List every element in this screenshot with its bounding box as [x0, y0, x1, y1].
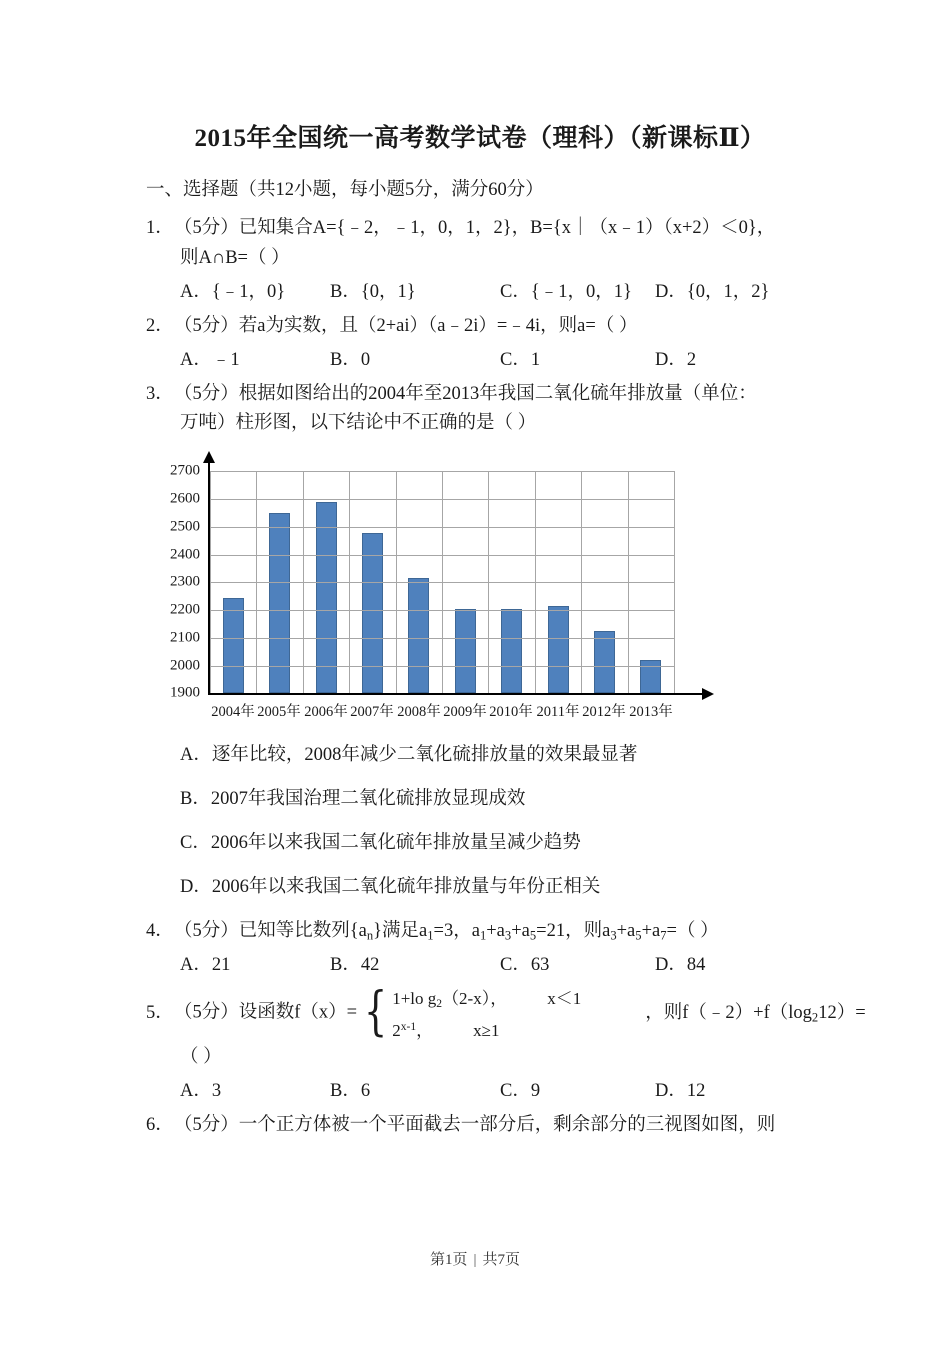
question-4-stem-line1: [146, 917, 850, 947]
chart-gridline-vertical: [256, 471, 257, 693]
page-footer: [0, 1248, 950, 1269]
question-2-score: （5分）: [174, 315, 239, 336]
chart-x-tick-label: 2008年: [397, 704, 441, 721]
chart-x-tick-label: 2009年: [443, 704, 487, 721]
question-1-stem-line2: 则A∩B=（ ）: [180, 247, 290, 268]
left-brace-icon: {: [364, 982, 388, 1043]
question-3-number: 3．: [146, 383, 174, 404]
question-3-option-b[interactable]: B．2007年我国治理二氧化硫排放显现成效: [180, 789, 526, 810]
question-6-stem-line1: [146, 1111, 850, 1141]
chart-plot-area: [210, 471, 674, 693]
chart-x-tick-label: 2011年: [536, 704, 580, 721]
question-3-stem-line1: [146, 380, 850, 410]
question-1-option-a[interactable]: A．{﹣1，0}: [180, 281, 286, 302]
question-3-option-d[interactable]: D．2006年以来我国二氧化硫年排放量与年份正相关: [180, 877, 601, 898]
question-2-number: 2．: [146, 315, 174, 336]
chart-x-tick-label: 2012年: [582, 704, 626, 721]
question-4: [146, 917, 850, 947]
question-4-option-d[interactable]: D．84: [655, 955, 706, 976]
piecewise-expr-2: 2$^{x-1}$，: [392, 1020, 434, 1041]
chart-x-tick-label: 2006年: [304, 704, 348, 721]
chart-gridline-vertical: [581, 471, 582, 693]
sulfur-dioxide-bar-chart-figure: [146, 457, 850, 729]
chart-x-tick-label: 2013年: [629, 704, 673, 721]
chart-y-tick-label: 2500: [170, 518, 200, 535]
question-3-options: [146, 741, 850, 903]
question-3-option-a[interactable]: A．逐年比较，2008年减少二氧化硫排放量的效果最显著: [180, 745, 638, 766]
chart-y-tick-label: 1900: [170, 684, 200, 701]
question-4-option-a[interactable]: A．21: [180, 955, 231, 976]
bar-chart: [160, 457, 720, 729]
question-2-options: [146, 346, 850, 376]
chart-gridline-vertical: [396, 471, 397, 693]
chart-y-tick-label: 2700: [170, 462, 200, 479]
question-4-options: [146, 951, 850, 981]
question-1-stem-line1: [146, 214, 850, 244]
question-6-number: 6．: [146, 1115, 174, 1136]
chart-plot-top-border: [210, 471, 674, 472]
question-5-stem-lead: 设函数f（x）=: [238, 1002, 358, 1023]
piecewise-function: [359, 982, 643, 1043]
question-2-option-c[interactable]: C．1: [500, 349, 541, 370]
chart-x-axis-arrow-icon: [702, 688, 714, 700]
question-5-stem-tail: ，则$f(﹣2)+f(\log_212)=$: [645, 1002, 866, 1025]
question-5-number: 5．: [146, 1002, 174, 1023]
question-3-score: （5分）: [174, 383, 239, 404]
question-2-option-a[interactable]: A．﹣1: [180, 349, 240, 370]
question-2: [146, 312, 850, 342]
question-1-option-c[interactable]: C．{﹣1，0，1}: [500, 281, 632, 302]
question-3-stem-text: 根据如图给出的2004年至2013年我国二氧化硫年排放量（单位：: [238, 383, 757, 404]
chart-x-tick-label: 2004年: [211, 704, 255, 721]
chart-bar: [408, 578, 429, 693]
question-1-number: 1．: [146, 217, 174, 238]
chart-y-tick-label: 2400: [170, 546, 200, 563]
question-5-stem-line2: （ ）: [180, 1047, 222, 1068]
chart-y-axis-arrow-icon: [203, 451, 215, 463]
question-1-option-b[interactable]: B．{0，1}: [330, 281, 416, 302]
question-5-option-b[interactable]: B．6: [330, 1081, 371, 1102]
question-6-stem-text: 一个正方体被一个平面截去一部分后，剩余部分的三视图如图，则: [238, 1115, 776, 1136]
page-title: 2015年全国统一高考数学试卷（理科）（新课标Ⅱ）: [194, 125, 766, 152]
chart-gridline-vertical: [535, 471, 536, 693]
chart-y-tick-label: 2100: [170, 629, 200, 646]
chart-gridline-vertical: [674, 471, 675, 693]
chart-x-tick-label: 2005年: [257, 704, 301, 721]
question-2-stem-line1: [146, 312, 850, 342]
question-3: [146, 380, 850, 440]
question-6: [146, 1111, 850, 1141]
piecewise-row-1: [392, 985, 643, 1013]
question-4-score: （5分）: [174, 921, 239, 942]
question-2-option-b[interactable]: B．0: [330, 349, 371, 370]
chart-x-axis-line: [208, 693, 704, 695]
question-1-score: （5分）: [174, 217, 239, 238]
document-body: [0, 176, 950, 1141]
question-4-option-b[interactable]: B．42: [330, 955, 380, 976]
chart-bar: [362, 533, 383, 694]
chart-gridline-vertical: [628, 471, 629, 693]
question-6-score: （5分）: [174, 1115, 239, 1136]
chart-bar: [223, 598, 244, 694]
question-5-score: （5分）: [174, 1002, 239, 1023]
chart-gridline-vertical: [210, 471, 211, 693]
chart-bar: [548, 606, 569, 693]
question-2-option-d[interactable]: D．2: [655, 349, 697, 370]
question-5-continuation: [146, 1043, 850, 1073]
question-5-options: [146, 1077, 850, 1107]
chart-y-tick-label: 2600: [170, 490, 200, 507]
chart-x-tick-label: 2010年: [489, 704, 533, 721]
question-5-option-c[interactable]: C．9: [500, 1081, 541, 1102]
question-1: [146, 214, 850, 274]
question-1-options: [146, 278, 850, 308]
question-1-stem-text: 已知集合A={﹣2，﹣1，0，1，2}，B={x｜（x﹣1）（x+2）＜0}，: [238, 217, 776, 238]
footer-separator: |: [473, 1252, 477, 1268]
chart-gridline-vertical: [488, 471, 489, 693]
section-heading: 一、选择题（共12小题，每小题5分，满分60分）: [146, 180, 544, 200]
question-5-option-d[interactable]: D．12: [655, 1081, 706, 1102]
chart-gridline-vertical: [442, 471, 443, 693]
chart-bar: [455, 609, 476, 694]
chart-y-axis-labels: [160, 457, 204, 701]
chart-y-tick-label: 2000: [170, 657, 200, 674]
piecewise-expr-1: 1+lo $g_2(2-x)$，: [392, 989, 508, 1011]
chart-gridline-vertical: [303, 471, 304, 693]
question-5-option-a[interactable]: A．3: [180, 1081, 222, 1102]
chart-y-tick-label: 2300: [170, 573, 200, 590]
question-4-stem-text: 已知等比数列$\{a_n\}$满足$a_1=3$，$a_1+a_3+a_5=21$，则$a_3+a_5+a_7=$（ ）: [238, 921, 719, 943]
question-2-stem-text: 若a为实数，且（2+ai）（a﹣2i）=﹣4i，则a=（ ）: [238, 315, 638, 336]
chart-gridline-vertical: [349, 471, 350, 693]
piecewise-row-2: [392, 1013, 643, 1041]
chart-y-tick-label: 2200: [170, 601, 200, 618]
chart-bar: [594, 631, 615, 693]
question-5: [146, 982, 866, 1043]
question-3-stem-line2: 万吨）柱形图，以下结论中不正确的是（ ）: [180, 413, 537, 434]
question-3-option-c[interactable]: C．2006年以来我国二氧化硫年排放量呈减少趋势: [180, 833, 581, 854]
footer-current-page: 第1页: [429, 1252, 468, 1268]
chart-x-axis-labels: [210, 700, 680, 724]
piecewise-cond-2: x≥1: [473, 1021, 500, 1041]
piecewise-cond-1: x＜1: [547, 989, 582, 1009]
question-4-number: 4．: [146, 921, 174, 942]
chart-bar: [501, 609, 522, 694]
footer-total-pages: 共7页: [482, 1252, 521, 1268]
piecewise-rows: [392, 985, 643, 1041]
question-4-option-c[interactable]: C．63: [500, 955, 550, 976]
question-1-option-d[interactable]: D．{0，1，2}: [655, 281, 770, 302]
chart-x-tick-label: 2007年: [350, 704, 394, 721]
